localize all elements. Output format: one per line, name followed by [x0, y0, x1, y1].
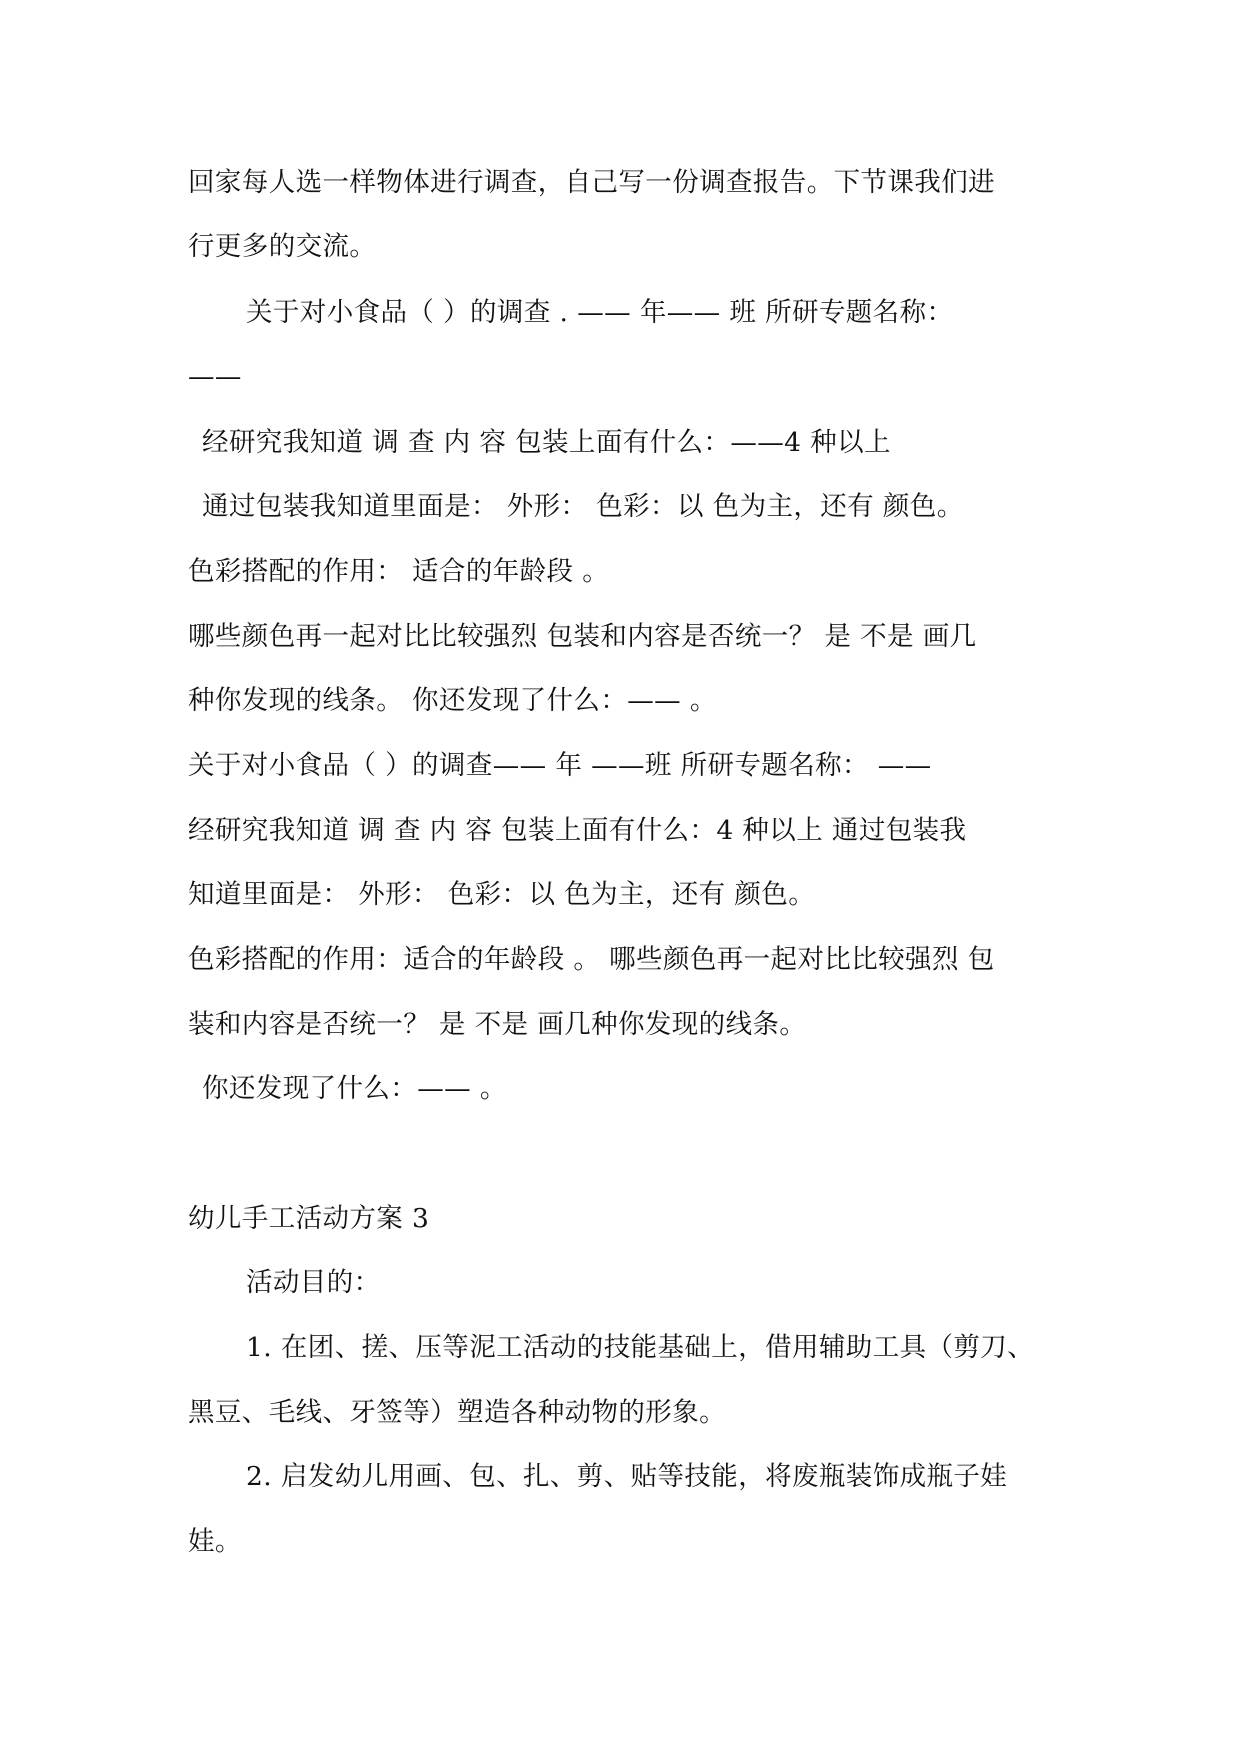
survey-findings-line: 你还发现了什么：—— 。: [202, 1073, 507, 1104]
survey-contrast-line: 哪些颜色再一起对比比较强烈 包装和内容是否统一？ 是 不是 画几: [188, 621, 977, 652]
survey-title-line: 关于对小食品（ ）的调查 . —— 年—— 班 所研专题名称：: [246, 297, 954, 328]
survey-color-line: 色彩搭配的作用：适合的年龄段 。 哪些颜色再一起对比比较强烈 包: [188, 944, 995, 975]
goal-item-2: 2. 启发幼儿用画、包、扎、剪、贴等技能，将废瓶装饰成瓶子娃: [246, 1461, 1008, 1492]
goal-item-2-continued: 娃。: [188, 1526, 242, 1557]
goal-item-1-continued: 黑豆、毛线、牙签等）塑造各种动物的形象。: [188, 1397, 726, 1428]
goal-item-1: 1. 在团、搓、压等泥工活动的技能基础上，借用辅助工具（剪刀、: [246, 1332, 1035, 1363]
survey-packaging-line: 知道里面是： 外形： 色彩：以 色为主，还有 颜色。: [188, 879, 816, 910]
section-heading: 幼儿手工活动方案 3: [188, 1203, 430, 1234]
survey-content-line: 经研究我知道 调 查 内 容 包装上面有什么：4 种以上 通过包装我: [188, 815, 967, 846]
survey-contrast-line: 装和内容是否统一？ 是 不是 画几种你发现的线条。: [188, 1009, 807, 1040]
paragraph-line: 行更多的交流。: [188, 231, 377, 262]
survey-content-line: 经研究我知道 调 查 内 容 包装上面有什么：——4 种以上: [202, 427, 891, 458]
survey-title-line: 关于对小食品（ ）的调查—— 年 ——班 所研专题名称： ——: [188, 750, 932, 781]
activity-goal-heading: 活动目的：: [246, 1267, 381, 1298]
paragraph-line: 回家每人选一样物体进行调查，自己写一份调查报告。下节课我们进: [188, 167, 995, 198]
survey-findings-line: 种你发现的线条。 你还发现了什么：—— 。: [188, 685, 717, 716]
survey-packaging-line: 通过包装我知道里面是： 外形： 色彩：以 色为主，还有 颜色。: [202, 491, 964, 522]
survey-color-line: 色彩搭配的作用： 适合的年龄段 。: [188, 556, 610, 587]
survey-blank-line: ——: [188, 361, 242, 392]
